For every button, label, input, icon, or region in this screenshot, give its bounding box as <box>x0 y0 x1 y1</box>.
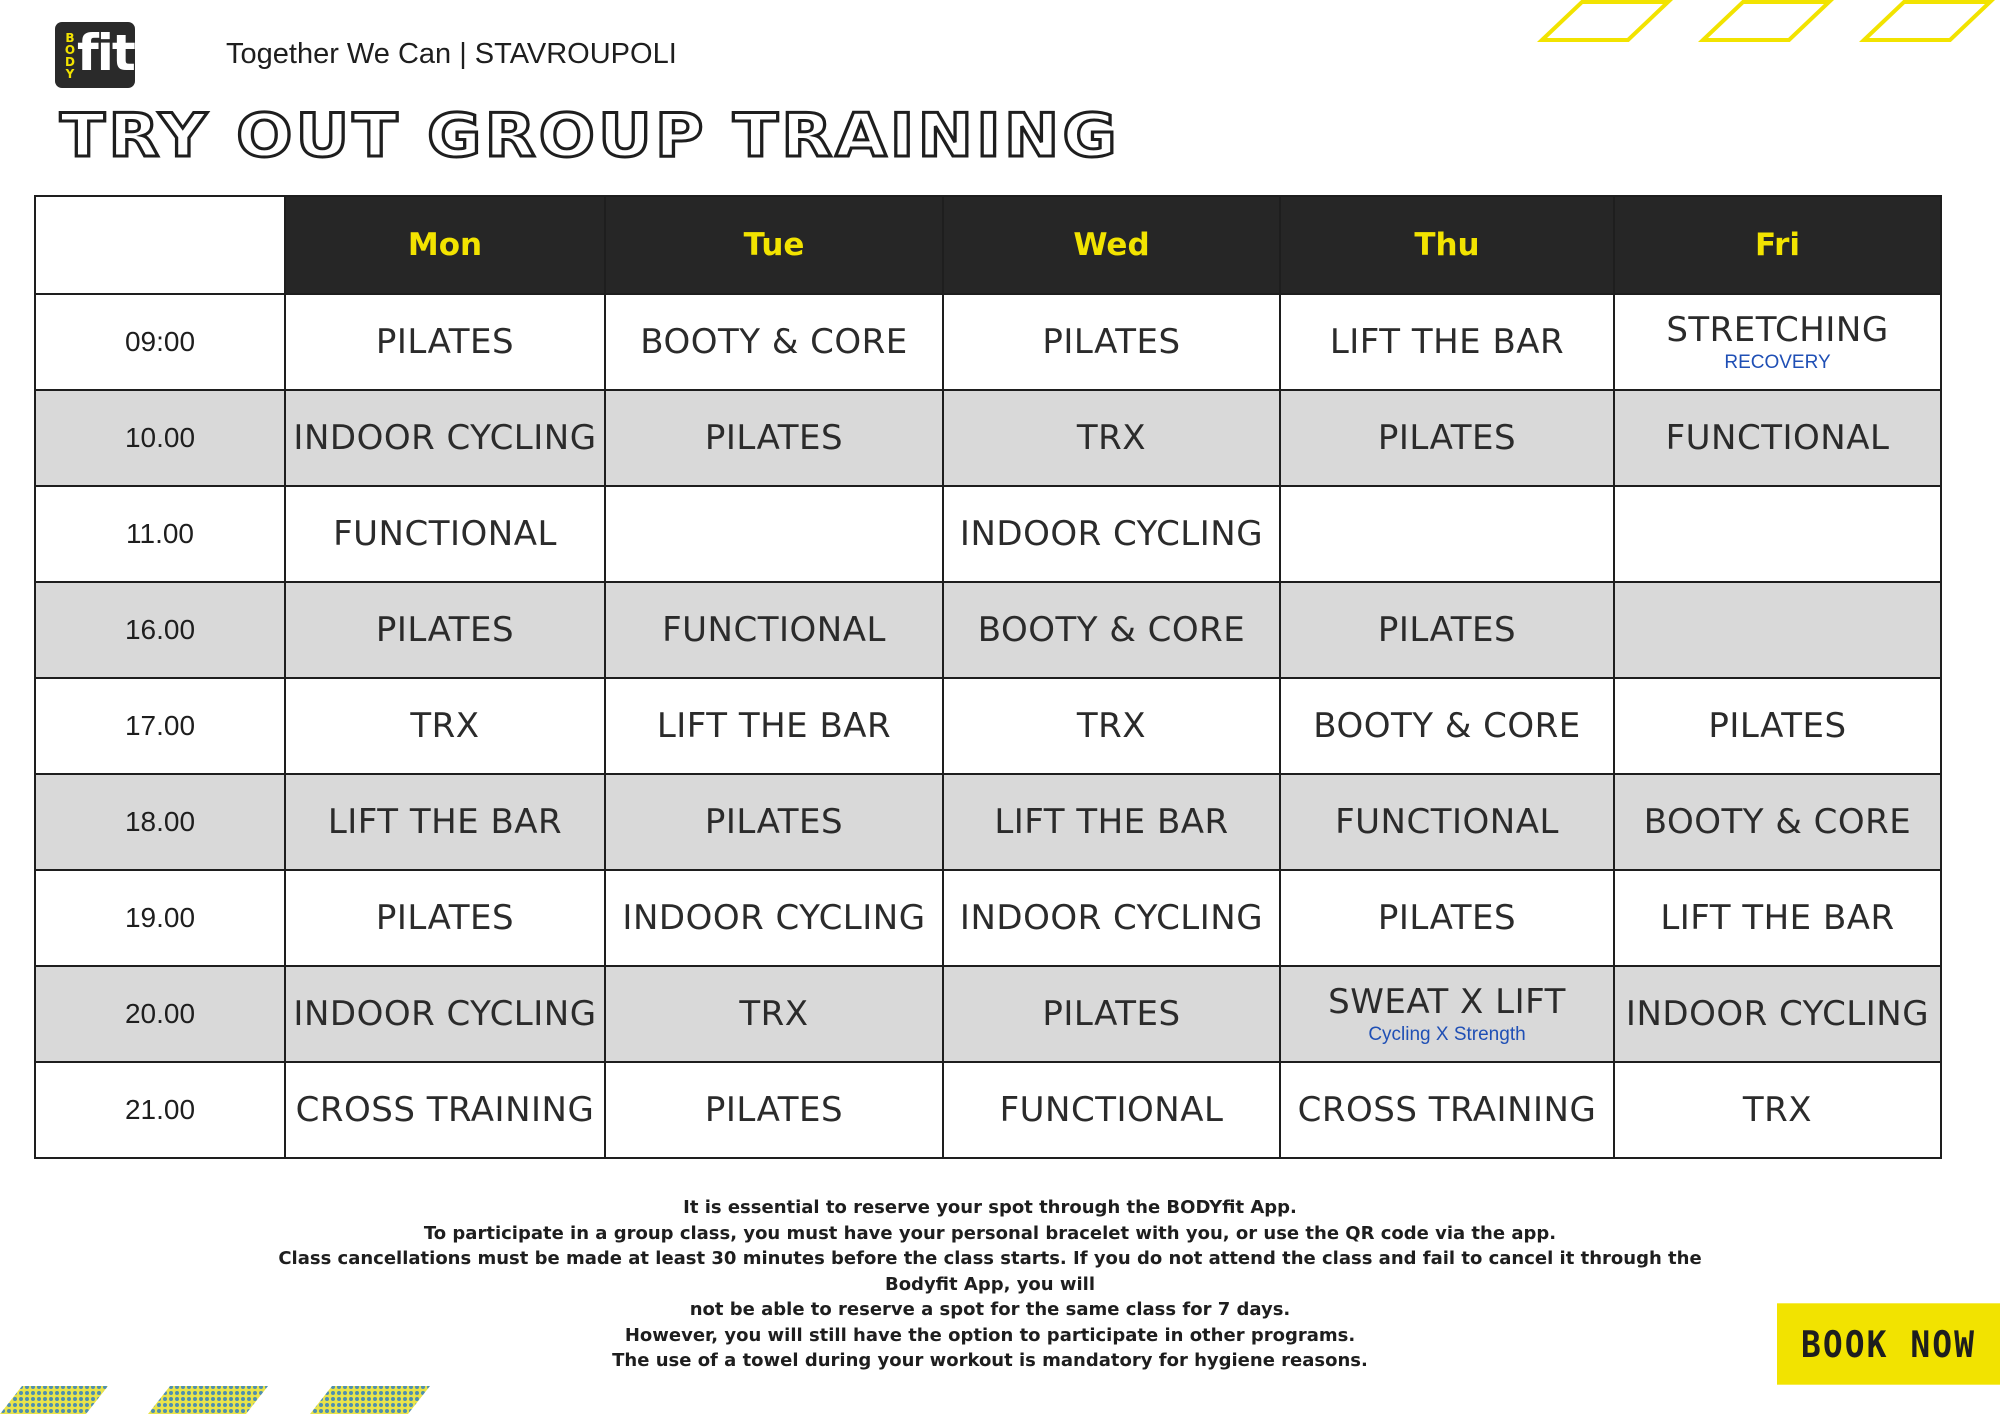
class-name: FUNCTIONAL <box>999 1090 1224 1130</box>
decorative-stripes-bottom <box>0 1384 440 1414</box>
day-header-thu: Thu <box>1280 196 1614 294</box>
day-header-fri: Fri <box>1614 196 1941 294</box>
class-name: LIFT THE BAR <box>1660 898 1895 938</box>
class-cell[interactable] <box>605 294 943 390</box>
day-header-row <box>35 196 1941 294</box>
class-name: LIFT THE BAR <box>327 802 563 842</box>
class-cell <box>1280 486 1614 582</box>
rule-line: The use of a towel during your workout is mandatory for hygiene reasons. <box>612 1350 1368 1371</box>
page-title: TRY OUT GROUP TRAINING <box>60 101 1121 171</box>
class-cell[interactable] <box>1614 390 1941 486</box>
class-name: PILATES <box>704 1090 844 1130</box>
class-name: CROSS TRAINING <box>1297 1090 1597 1130</box>
time-slot-row <box>35 582 1941 678</box>
time-slot-label: 11.00 <box>35 486 285 582</box>
time-slot-label: 20.00 <box>35 966 285 1062</box>
class-cell <box>1614 486 1941 582</box>
time-slot-row <box>35 294 1941 390</box>
class-name: TRX <box>1742 1090 1813 1130</box>
rule-line: However, you will still have the option to participate in other programs. <box>624 1324 1356 1346</box>
class-name: SWEAT X LIFT <box>1328 982 1566 1022</box>
class-cell[interactable] <box>1280 966 1614 1062</box>
class-cell[interactable] <box>285 390 605 486</box>
class-subtitle: Cycling X Strength <box>1368 1024 1526 1045</box>
class-cell[interactable] <box>943 678 1280 774</box>
class-name: PILATES <box>375 610 515 650</box>
time-slot-row <box>35 966 1941 1062</box>
class-name: PILATES <box>1377 418 1517 458</box>
class-cell[interactable] <box>1280 1062 1614 1158</box>
time-slot-label: 17.00 <box>35 678 285 774</box>
class-cell[interactable] <box>1280 582 1614 678</box>
class-cell[interactable] <box>285 294 605 390</box>
class-name: FUNCTIONAL <box>1665 418 1890 458</box>
class-cell[interactable] <box>605 678 943 774</box>
logo-letter: O <box>64 43 76 57</box>
class-name: PILATES <box>375 322 515 362</box>
class-cell[interactable] <box>1614 678 1941 774</box>
class-cell[interactable] <box>943 486 1280 582</box>
logo-letter: Y <box>65 67 75 81</box>
day-header-tue: Tue <box>605 196 943 294</box>
time-slot-label: 10.00 <box>35 390 285 486</box>
class-cell[interactable] <box>1280 870 1614 966</box>
rule-line: It is essential to reserve your spot through the BODYfit App. <box>683 1197 1297 1218</box>
class-cell[interactable] <box>943 582 1280 678</box>
class-name: INDOOR CYCLING <box>959 898 1264 938</box>
class-cell[interactable] <box>943 390 1280 486</box>
time-slot-label: 21.00 <box>35 1062 285 1158</box>
class-name: PILATES <box>704 418 844 458</box>
class-cell <box>605 486 943 582</box>
class-cell[interactable] <box>1614 966 1941 1062</box>
decorative-stripes-top <box>1500 0 2000 44</box>
logo-letter: D <box>65 55 75 69</box>
class-cell[interactable] <box>943 294 1280 390</box>
class-name: PILATES <box>1042 994 1181 1034</box>
class-name: TRX <box>739 994 809 1034</box>
class-name: FUNCTIONAL <box>333 514 557 554</box>
logo-fit-text: fit <box>77 24 134 82</box>
time-slot-label: 09:00 <box>35 294 285 390</box>
class-cell[interactable] <box>605 774 943 870</box>
class-cell[interactable] <box>285 774 605 870</box>
class-cell[interactable] <box>1280 774 1614 870</box>
class-name: INDOOR CYCLING <box>959 514 1264 554</box>
rule-line: not be able to reserve a spot for the same class for 7 days. <box>689 1299 1291 1320</box>
class-cell[interactable] <box>285 582 605 678</box>
class-name: FUNCTIONAL <box>1335 802 1559 842</box>
logo-letter: B <box>65 31 75 45</box>
tagline: Together We Can | STAVROUPOLI <box>226 38 677 70</box>
header-corner <box>35 196 285 294</box>
class-schedule-table <box>34 195 1942 1159</box>
time-slot-row <box>35 486 1941 582</box>
class-cell[interactable] <box>943 1062 1280 1158</box>
day-header-wed: Wed <box>943 196 1280 294</box>
class-name: BOOTY & CORE <box>977 610 1246 650</box>
class-cell[interactable] <box>605 870 943 966</box>
class-name: LIFT THE BAR <box>656 706 892 746</box>
class-cell[interactable] <box>285 678 605 774</box>
class-cell[interactable] <box>1614 870 1941 966</box>
bodyfit-logo <box>55 22 135 88</box>
class-name: BOOTY & CORE <box>640 322 908 362</box>
class-name: PILATES <box>704 802 844 842</box>
class-name: PILATES <box>1377 610 1517 650</box>
time-slot-label: 18.00 <box>35 774 285 870</box>
class-name: BOOTY & CORE <box>1313 706 1581 746</box>
class-cell[interactable] <box>285 966 605 1062</box>
class-cell[interactable] <box>285 870 605 966</box>
time-slot-row <box>35 870 1941 966</box>
class-name: BOOTY & CORE <box>1643 802 1912 842</box>
class-name: INDOOR CYCLING <box>293 994 597 1034</box>
class-cell[interactable] <box>605 390 943 486</box>
class-cell[interactable] <box>943 774 1280 870</box>
class-name: INDOOR CYCLING <box>622 898 926 938</box>
time-slot-row <box>35 774 1941 870</box>
class-name: LIFT THE BAR <box>1329 322 1565 362</box>
class-name: TRX <box>1076 706 1147 746</box>
class-name: PILATES <box>375 898 515 938</box>
time-slot-row <box>35 1062 1941 1158</box>
class-cell[interactable] <box>1614 774 1941 870</box>
rule-line: To participate in a group class, you must have your personal bracelet with you, or use the QR code via the app. <box>423 1222 1557 1244</box>
class-name: PILATES <box>1708 706 1847 746</box>
class-name: PILATES <box>1042 322 1181 362</box>
day-header-mon: Mon <box>285 196 605 294</box>
class-name: PILATES <box>1377 898 1517 938</box>
time-slot-label: 19.00 <box>35 870 285 966</box>
class-cell[interactable] <box>1614 294 1941 390</box>
booking-rules <box>240 1195 1740 1374</box>
class-cell[interactable] <box>605 966 943 1062</box>
class-cell[interactable] <box>1280 678 1614 774</box>
rule-line: Class cancellations must be made at least 30 minutes before the class starts. If you do not attend the class and fail to cancel it through the Bodyfit App, you will <box>278 1248 1702 1295</box>
class-name: TRX <box>410 706 480 746</box>
class-cell <box>1614 582 1941 678</box>
class-name: INDOOR CYCLING <box>293 418 597 458</box>
class-subtitle: RECOVERY <box>1724 352 1831 373</box>
book-now-button[interactable]: BOOK NOW <box>1777 1303 2000 1384</box>
class-cell[interactable] <box>285 486 605 582</box>
class-name: STRETCHING <box>1666 310 1889 350</box>
class-cell[interactable] <box>1614 1062 1941 1158</box>
logo-body-letters <box>63 32 77 80</box>
class-name: INDOOR CYCLING <box>1625 994 1930 1034</box>
class-name: CROSS TRAINING <box>295 1090 595 1130</box>
class-name: TRX <box>1076 418 1147 458</box>
class-cell[interactable] <box>285 1062 605 1158</box>
time-slot-row <box>35 678 1941 774</box>
time-slot-label: 16.00 <box>35 582 285 678</box>
class-cell[interactable] <box>605 582 943 678</box>
class-name: LIFT THE BAR <box>994 802 1229 842</box>
class-cell[interactable] <box>605 1062 943 1158</box>
class-cell[interactable] <box>943 870 1280 966</box>
class-name: FUNCTIONAL <box>662 610 886 650</box>
time-slot-row <box>35 390 1941 486</box>
class-cell[interactable] <box>1280 390 1614 486</box>
class-cell[interactable] <box>1280 294 1614 390</box>
class-cell[interactable] <box>943 966 1280 1062</box>
